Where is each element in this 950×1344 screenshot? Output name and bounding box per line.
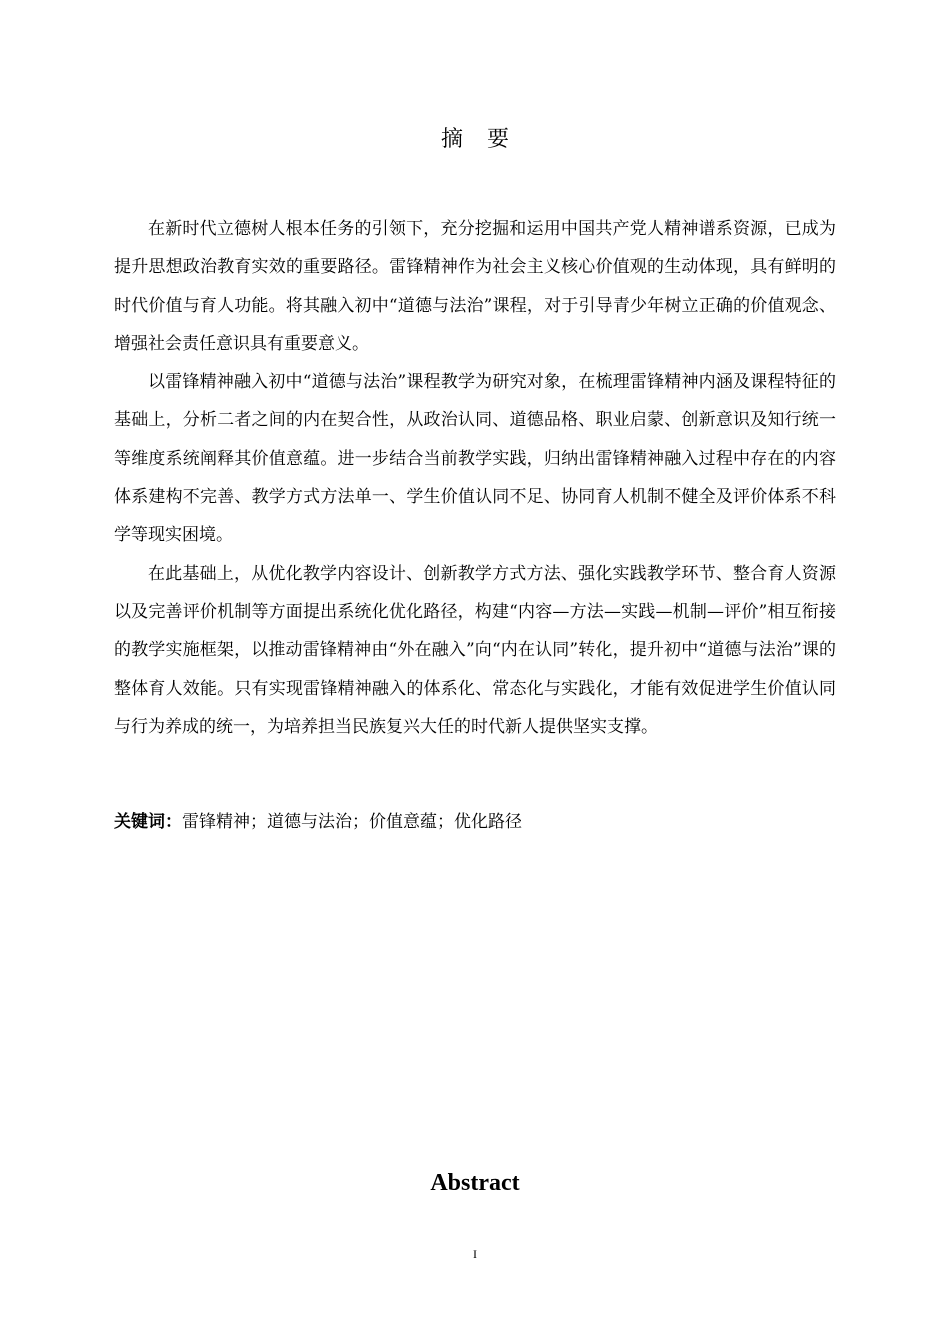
page-number: I bbox=[473, 1247, 477, 1261]
keywords-line bbox=[114, 805, 836, 839]
abstract-paragraph-2: 以雷锋精神融入初中“道德与法治”课程教学为研究对象，在梳理雷锋精神内涵及课程特征的基础上，分析二者之间的内在契合性，从政治认同、道德品格、职业启蒙、创新意识及知行统一等维度系统阐释其价值意蕴。进一步结合当前教学实践，归纳出雷锋精神融入过程中存在的内容体系建构不完善、教学方式方法单一、学生价值认同不足、协同育人机制不健全及评价体系不科学等现实困境。 bbox=[114, 372, 836, 546]
abstract-title-zh: 摘要 bbox=[440, 127, 533, 152]
keywords-text: 雷锋精神；道德与法治；价值意蕴；优化路径 bbox=[182, 812, 522, 832]
abstract-title-en: Abstract bbox=[430, 1170, 520, 1196]
abstract-paragraph-1: 在新时代立德树人根本任务的引领下，充分挖掘和运用中国共产党人精神谱系资源，已成为提升思想政治教育实效的重要路径。雷锋精神作为社会主义核心价值观的生动体现，具有鲜明的时代价值与育人功能。将其融入初中“道德与法治”课程，对于引导青少年树立正确的价值观念、增强社会责任意识具有重要意义。 bbox=[114, 219, 836, 354]
keywords-label: 关键词： bbox=[114, 812, 182, 832]
abstract-paragraph-3: 在此基础上，从优化教学内容设计、创新教学方式方法、强化实践教学环节、整合育人资源以及完善评价机制等方面提出系统化优化路径，构建“内容—方法—实践—机制—评价”相互衔接的教学实施框架，以推动雷锋精神由“外在融入”向“内在认同”转化，提升初中“道德与法治”课的整体育人效能。只有实现雷锋精神融入的体系化、常态化与实践化，才能有效促进学生价值认同与行为养成的统一，为培养担当民族复兴大任的时代新人提供坚实支撑。 bbox=[114, 563, 836, 737]
abstract-body bbox=[114, 210, 836, 746]
